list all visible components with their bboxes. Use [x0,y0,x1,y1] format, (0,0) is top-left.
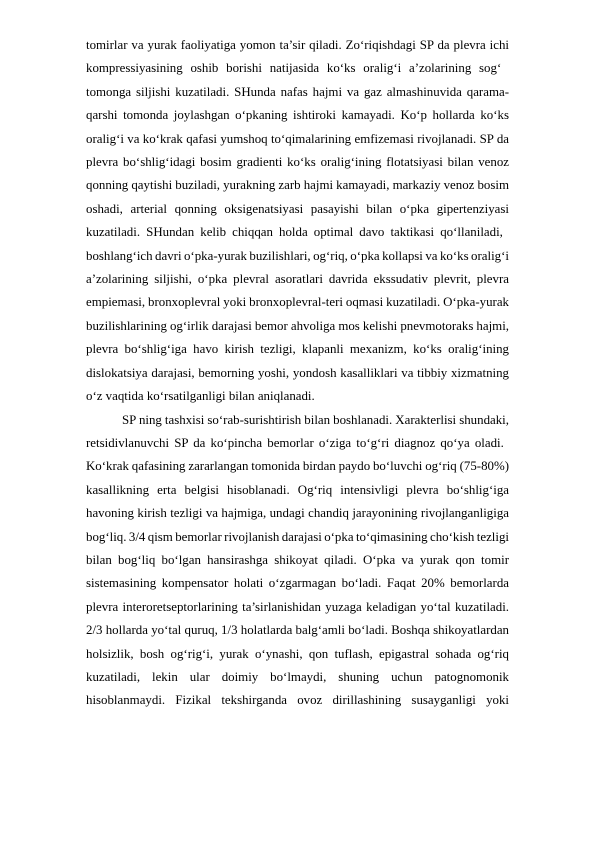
text-line: bog‘liq. 3/4 qism bemorlar rivojlanish darajasi o‘pka to‘qimasining cho‘kish tezligi [86,529,509,544]
text-line: retsidivlanuvchi SP da ko‘pincha bemorlar o‘ziga to‘g‘ri diagnoz qo‘ya oladi. [86,435,504,450]
text-line: tomonga siljishi kuzatiladi. SHunda nafas hajmi va gaz almashinuvida qarama- [86,84,509,99]
text-line: SP ning tashxisi so‘rab-surishtirish bilan boshlanadi. Xarakterlisi shundaki, [122,412,509,427]
text-line: havoning kirish tezligi va hajmiga, undagi chandiq jarayonining rivojlanganligiga [86,506,509,521]
text-line: Ko‘krak qafasining zararlangan tomonida birdan paydo bo‘luvchi og‘riq (75-80%) [86,459,509,474]
text-line: kasallikning erta belgisi hisoblanadi. Og‘riq intensivligi plevra bo‘shlig‘iga [86,482,509,497]
text-line: empiemasi, bronxoplevral yoki bronxoplevral-teri oqmasi kuzatiladi. O‘pka-yurak [86,295,509,310]
text-line: kuzatiladi. SHundan kelib chiqqan holda optimal davo taktikasi qo‘llaniladi, [86,225,503,240]
text-line: qonning qaytishi buziladi, yurakning zarb hajmi kamayadi, markaziy venoz bosim [86,178,509,193]
text-line: plevra bo‘shlig‘iga havo kirish tezligi, klapanli mexanizm, ko‘ks oralig‘ining [86,342,509,357]
text-line: sistemasining kompensator holati o‘zgarmagan bo‘ladi. Faqat 20% bemorlarda [86,576,509,591]
paragraph-2 [86,409,509,713]
text-line: oralig‘i va ko‘krak qafasi yumshoq to‘qimalarining emfizemasi rivojlanadi. SP da [86,131,509,146]
text-line: bilan bog‘liq bo‘lgan hansirashga shikoyat qiladi. O‘pka va yurak qon tomir [86,552,509,567]
text-line: plevra bo‘shlig‘idagi bosim gradienti ko‘ks oralig‘ining flotatsiyasi bilan venoz [86,155,509,170]
text-line: kuzatiladi, lekin ular doimiy bo‘lmaydi, shuning uchun patognomonik [86,669,509,684]
document-page [86,34,509,713]
text-line: dislokatsiya darajasi, bemorning yoshi, yondosh kasalliklari va tibbiy xizmatning [86,365,509,380]
paragraph-1 [86,34,509,409]
text-line: 2/3 hollarda yo‘tal quruq, 1/3 holatlarda balg‘amli bo‘ladi. Boshqa shikoyatlardan [86,623,509,638]
text-line: buzilishlarining og‘irlik darajasi bemor ahvoliga mos kelishi pnevmotoraks hajmi, [86,318,509,333]
text-line: hisoblanmaydi. Fizikal tekshirganda ovoz dirillashining susayganligi yoki [86,693,509,708]
text-line: kompressiyasining oshib borishi natijasida ko‘ks oralig‘i a’zolarining sog‘ [86,61,502,76]
text-line: qarshi tomonda joylashgan o‘pkaning ishtiroki kamayadi. Ko‘p hollarda ko‘ks [86,108,509,123]
text-line: holsizlik, bosh og‘rig‘i, yurak o‘ynashi, qon tuflash, epigastral sohada og‘riq [86,646,509,661]
text-line: boshlang‘ich davri o‘pka-yurak buzilishlari, og‘riq, o‘pka kollapsi va ko‘ks oralig‘i [86,248,509,263]
text-line: o‘z vaqtida ko‘rsatilganligi bilan aniqlanadi. [86,389,315,404]
text-line: tomirlar va yurak faoliyatiga yomon ta’sir qiladi. Zo‘riqishdagi SP da plevra ichi [86,38,509,52]
text-line: oshadi, arterial qonning oksigenatsiyasi pasayishi bilan o‘pka gipertenziyasi [86,201,509,216]
text-line: plevra interoretseptorlarining ta’sirlanishidan yuzaga keladigan yo‘tal kuzatiladi. [86,599,509,614]
text-line: a’zolarining siljishi, o‘pka plevral asoratlari davrida ekssudativ plevrit, plevra [86,272,509,287]
